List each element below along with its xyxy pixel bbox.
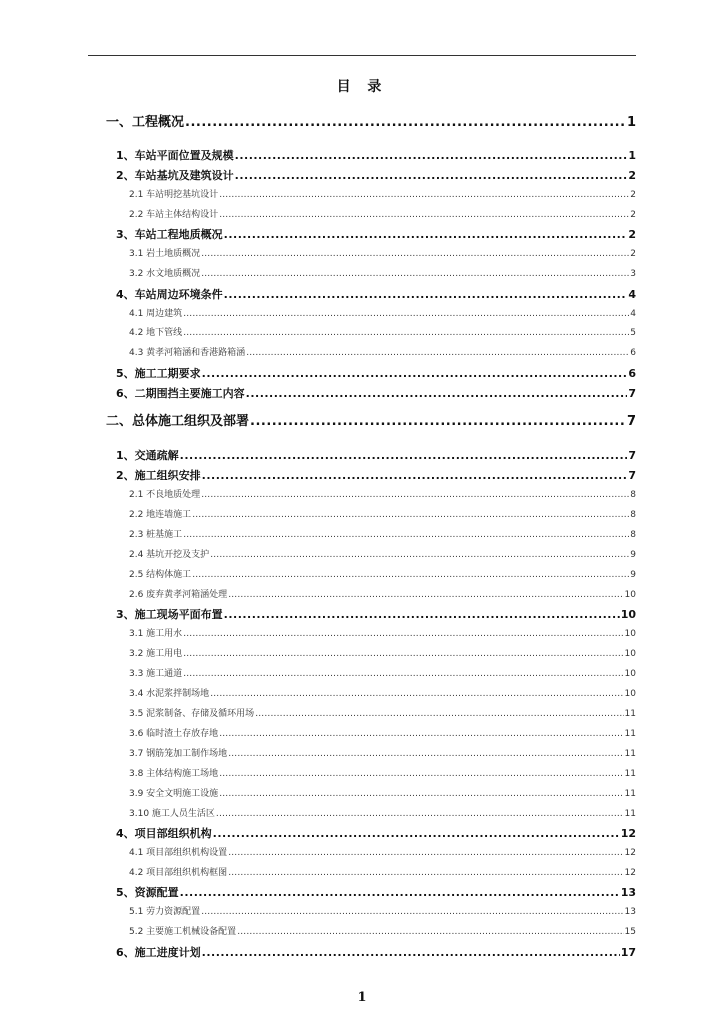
toc-entry-page: 6	[628, 367, 636, 380]
toc-entry[interactable]	[129, 327, 636, 339]
dot-leader	[183, 648, 623, 660]
toc-entry[interactable]	[129, 549, 636, 561]
dot-leader	[255, 708, 623, 720]
toc-entry-label: 5、资源配置	[116, 886, 179, 899]
dot-leader	[228, 589, 623, 601]
toc-entry[interactable]	[129, 648, 636, 660]
toc-entry-page: 1	[628, 149, 636, 162]
toc-entry-page: 10	[624, 689, 636, 699]
page-number: 1	[357, 990, 367, 1005]
toc-entry-page: 13	[620, 886, 636, 899]
toc-entry[interactable]	[116, 228, 636, 242]
toc-entry-page: 2	[630, 249, 636, 259]
toc-entry-label: 3.6 临时渣土存放存地	[129, 729, 219, 739]
dot-leader	[228, 847, 623, 859]
toc-entry-page: 8	[630, 510, 636, 520]
toc-entry-page: 3	[630, 269, 636, 279]
dot-leader	[202, 469, 628, 483]
toc-entry-label: 1、车站平面位置及规模	[116, 149, 234, 162]
toc-entry-label: 4.2 项目部组织机构框图	[129, 868, 228, 878]
toc-entry-page: 10	[624, 629, 636, 639]
dot-leader	[183, 308, 629, 320]
dot-leader	[201, 489, 629, 501]
toc-entry-label: 3.7 钢筋笼加工制作场地	[129, 749, 228, 759]
toc-entry[interactable]	[129, 847, 636, 859]
toc-entry-label: 5、施工工期要求	[116, 367, 201, 380]
toc-entry-label: 5.1 劳力资源配置	[129, 907, 201, 917]
dot-leader	[250, 413, 626, 431]
toc-entry-label: 6、施工进度计划	[116, 946, 201, 959]
dot-leader	[183, 327, 629, 339]
dot-leader	[237, 926, 623, 938]
toc-entry-label: 3.2 水文地质概况	[129, 269, 201, 279]
toc-entry[interactable]	[116, 469, 636, 483]
dot-leader	[192, 569, 629, 581]
toc-entry-label: 3.1 施工用水	[129, 629, 183, 639]
dot-leader	[201, 268, 629, 280]
dot-leader	[219, 768, 623, 780]
toc-entry-page: 7	[628, 469, 636, 482]
toc-entry-page: 5	[630, 328, 636, 338]
toc-entry-label: 2.2 地连墙施工	[129, 510, 192, 520]
toc-entry-page: 10	[624, 649, 636, 659]
toc-entry[interactable]	[129, 268, 636, 280]
toc-entry[interactable]	[129, 489, 636, 501]
toc-entry-label: 3.8 主体结构施工场地	[129, 769, 219, 779]
dot-leader	[183, 628, 623, 640]
dot-leader	[183, 529, 629, 541]
toc-entry-page: 11	[624, 789, 636, 799]
toc-entry[interactable]	[129, 708, 636, 720]
toc-entry[interactable]	[129, 867, 636, 879]
toc-entry-page: 10	[624, 590, 636, 600]
toc-entry-label: 5.2 主要施工机械设备配置	[129, 927, 237, 937]
toc-entry-page: 2	[630, 210, 636, 220]
toc-entry[interactable]	[116, 608, 636, 622]
toc-entry-page: 8	[630, 530, 636, 540]
toc-entry-label: 2.5 结构体施工	[129, 570, 192, 580]
dot-leader	[219, 189, 629, 201]
toc-entry-page: 7	[628, 387, 636, 400]
toc-entry-label: 4.2 地下管线	[129, 328, 183, 338]
dot-leader	[216, 808, 624, 820]
toc-entry[interactable]	[129, 926, 636, 938]
toc-entry-page: 10	[620, 608, 636, 621]
dot-leader	[246, 347, 629, 359]
toc-entry-label: 2.4 基坑开挖及支护	[129, 550, 210, 560]
dot-leader	[224, 608, 620, 622]
dot-leader	[235, 149, 628, 163]
toc-entry-page: 9	[630, 570, 636, 580]
toc-entry-label: 3.10 施工人员生活区	[129, 809, 215, 819]
dot-leader	[213, 827, 620, 841]
toc-entry-label: 2、施工组织安排	[116, 469, 201, 482]
dot-leader	[235, 169, 628, 183]
toc-entry[interactable]	[116, 367, 636, 381]
toc-entry-label: 2.1 不良地质处理	[129, 490, 201, 500]
dot-leader	[202, 946, 620, 960]
toc-entry[interactable]	[129, 589, 636, 601]
toc-entry-page: 13	[624, 907, 636, 917]
toc-entry-label: 2.2 车站主体结构设计	[129, 210, 219, 220]
toc-entry[interactable]	[116, 387, 636, 401]
toc-entry-label: 3、施工现场平面布置	[116, 608, 223, 621]
toc-entry-page: 2	[628, 228, 636, 241]
toc-entry-page: 12	[624, 848, 636, 858]
toc-entry-label: 二、总体施工组织及部署	[106, 414, 250, 429]
toc-entry-label: 2.3 桩基施工	[129, 530, 183, 540]
toc-entry-page: 10	[624, 669, 636, 679]
toc-entry[interactable]	[116, 449, 636, 463]
toc-entry[interactable]	[116, 149, 636, 163]
toc-entry-page: 2	[628, 169, 636, 182]
toc-entry[interactable]	[129, 509, 636, 521]
dot-leader	[202, 367, 628, 381]
toc-entry-page: 12	[620, 827, 636, 840]
toc-entry-page: 7	[628, 449, 636, 462]
dot-leader	[228, 867, 623, 879]
toc-entry[interactable]	[129, 788, 636, 800]
toc-entry-label: 2.6 废弃黄孝河箱涵处理	[129, 590, 228, 600]
dot-leader	[210, 549, 629, 561]
toc-entry-page: 15	[624, 927, 636, 937]
toc-entry[interactable]	[116, 946, 636, 960]
toc-entry-page: 6	[630, 348, 636, 358]
toc-entry-label: 4.1 项目部组织机构设置	[129, 848, 228, 858]
toc-title: 目 录	[336, 79, 388, 95]
toc-entry[interactable]	[106, 114, 636, 132]
toc-entry[interactable]	[129, 628, 636, 640]
toc-entry-page: 7	[626, 414, 636, 429]
toc-entry-page: 9	[630, 550, 636, 560]
dot-leader	[201, 906, 623, 918]
toc-entry[interactable]	[129, 347, 636, 359]
toc-entry-label: 6、二期围挡主要施工内容	[116, 387, 245, 400]
toc-entry-label: 3.9 安全文明施工设施	[129, 789, 219, 799]
toc-entry-page: 11	[624, 809, 636, 819]
dot-leader	[192, 509, 629, 521]
toc-entry-page: 11	[624, 709, 636, 719]
toc-entry[interactable]	[116, 169, 636, 183]
toc-entry[interactable]	[129, 308, 636, 320]
toc-entry[interactable]	[129, 529, 636, 541]
dot-leader	[201, 248, 629, 260]
dot-leader	[180, 886, 620, 900]
dot-leader	[180, 449, 628, 463]
toc-entry-label: 3.5 泥浆制备、存储及循环用场	[129, 709, 255, 719]
toc-entry-label: 2.1 车站明挖基坑设计	[129, 190, 219, 200]
toc-entry-page: 12	[624, 868, 636, 878]
toc-entry-page: 4	[630, 309, 636, 319]
toc-entry-page: 11	[624, 729, 636, 739]
toc-entry[interactable]	[116, 827, 636, 841]
toc-entry[interactable]	[129, 569, 636, 581]
toc-entry-page: 11	[624, 769, 636, 779]
toc-entry-label: 4、车站周边环境条件	[116, 288, 223, 301]
toc-entry[interactable]	[129, 808, 636, 820]
dot-leader	[219, 788, 623, 800]
toc-entry-page: 2	[630, 190, 636, 200]
toc-entry[interactable]	[129, 728, 636, 740]
dot-leader	[246, 387, 628, 401]
toc-entry-label: 2、车站基坑及建筑设计	[116, 169, 234, 182]
toc-entry-label: 3.3 施工通道	[129, 669, 183, 679]
dot-leader	[224, 228, 628, 242]
toc-entry-page: 8	[630, 490, 636, 500]
toc-entry[interactable]	[129, 189, 636, 201]
toc-entry[interactable]	[106, 413, 636, 431]
toc-entry-page: 11	[624, 749, 636, 759]
header-rule	[88, 55, 636, 56]
toc-entry-label: 3.1 岩土地质概况	[129, 249, 201, 259]
toc-entry-page: 4	[628, 288, 636, 301]
toc-entry[interactable]	[116, 288, 636, 302]
toc-entry[interactable]	[129, 768, 636, 780]
dot-leader	[219, 728, 623, 740]
toc-entry-label: 1、交通疏解	[116, 449, 179, 462]
toc-entry-page: 1	[626, 115, 636, 130]
toc-entry-label: 3.4 水泥浆拌制场地	[129, 689, 210, 699]
toc-entry[interactable]	[129, 668, 636, 680]
dot-leader	[219, 209, 629, 221]
dot-leader	[228, 748, 623, 760]
toc-entry-label: 3.2 施工用电	[129, 649, 183, 659]
toc-entry[interactable]	[129, 209, 636, 221]
toc-entry-label: 一、工程概况	[106, 115, 185, 130]
toc-entry-label: 3、车站工程地质概况	[116, 228, 223, 241]
toc-entry-page: 17	[620, 946, 636, 959]
dot-leader	[210, 688, 623, 700]
toc-entry[interactable]	[129, 688, 636, 700]
toc-entry[interactable]	[129, 748, 636, 760]
toc-entry[interactable]	[129, 906, 636, 918]
toc-entry-label: 4.1 周边建筑	[129, 309, 183, 319]
dot-leader	[185, 114, 626, 132]
toc-entry-label: 4.3 黄孝河箱涵和香港路箱涵	[129, 348, 246, 358]
toc-entry[interactable]	[129, 248, 636, 260]
dot-leader	[183, 668, 623, 680]
toc-entry-label: 4、项目部组织机构	[116, 827, 212, 840]
dot-leader	[224, 288, 628, 302]
toc-entry[interactable]	[116, 886, 636, 900]
